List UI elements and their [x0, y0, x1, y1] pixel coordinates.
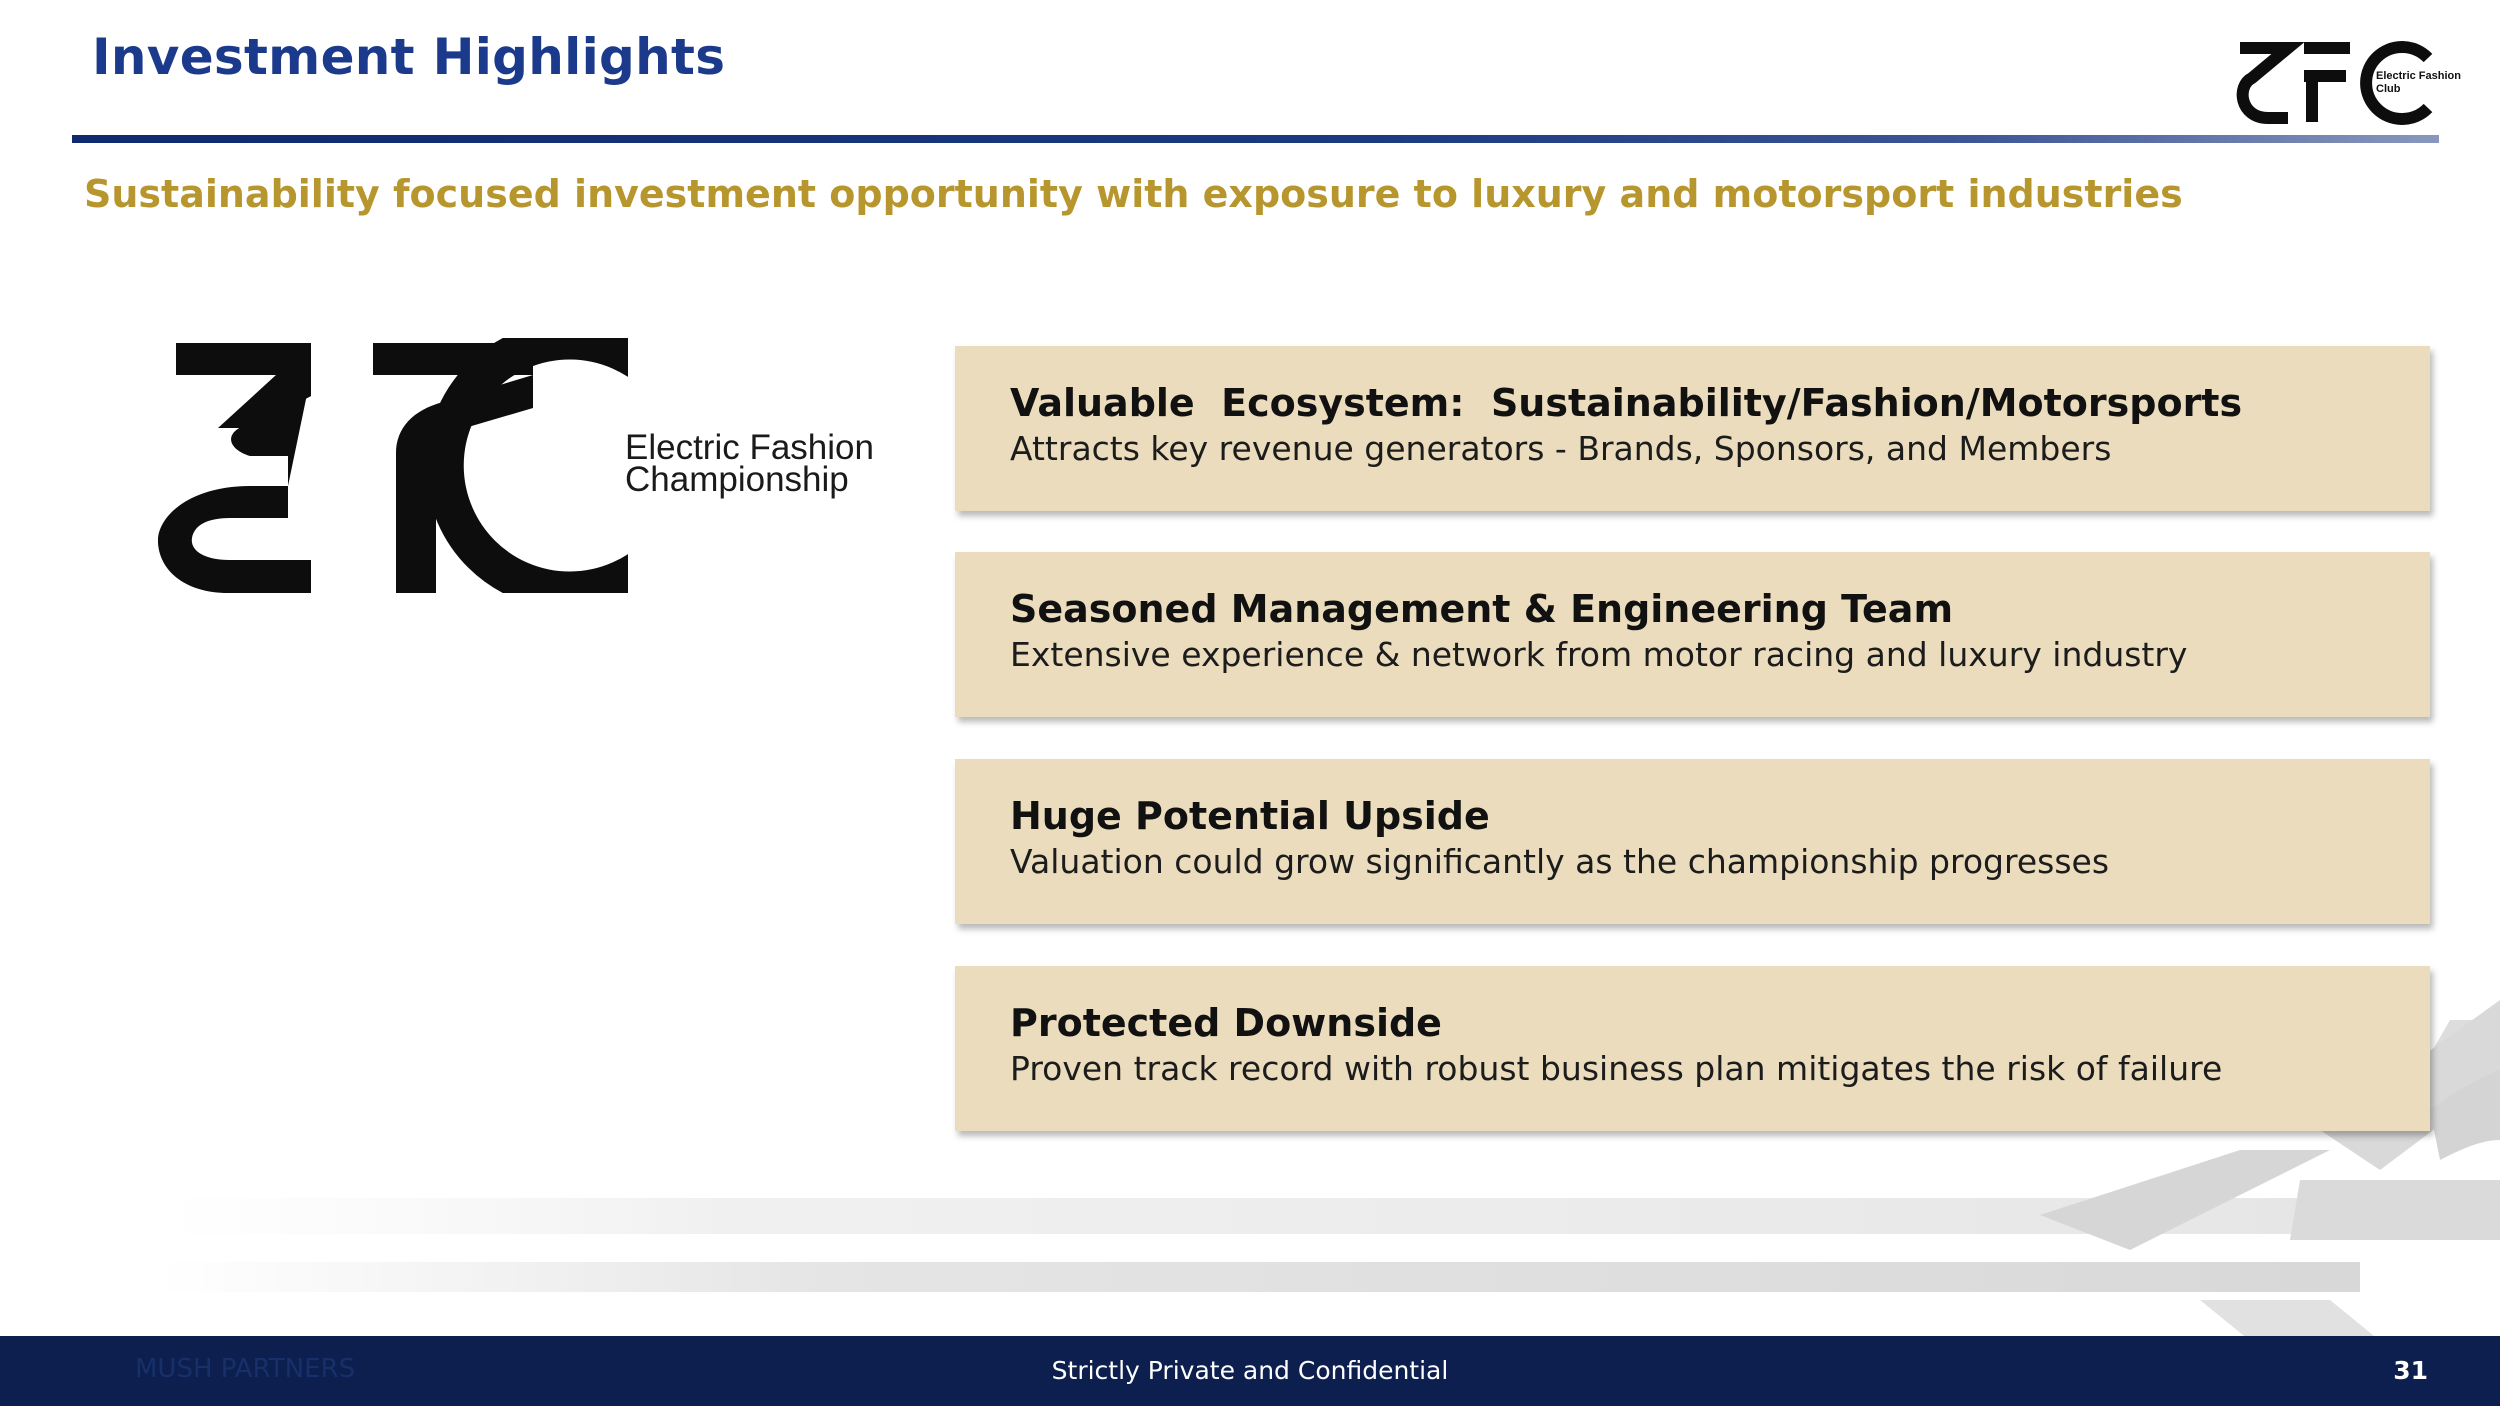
confidentiality-notice: Strictly Private and Confidential [1051, 1356, 1449, 1385]
highlight-title: Huge Potential Upside [1010, 794, 1490, 838]
highlight-title: Protected Downside [1010, 1001, 1442, 1045]
efc-club-logo-text: Electric Fashion Club [2376, 70, 2461, 95]
page-subtitle: Sustainability focused investment opportunity with exposure to luxury and motorsport industries [84, 172, 2183, 216]
highlight-description: Proven track record with robust business plan mitigates the risk of failure [1010, 1049, 2223, 1088]
footer-watermark-text: MUSH PARTNERS [135, 1354, 356, 1384]
highlight-title: Valuable Ecosystem: Sustainability/Fashion/Motorsports [1010, 381, 2243, 425]
efc-championship-logo-text [625, 428, 874, 499]
highlight-card [955, 759, 2430, 924]
highlight-description: Valuation could grow significantly as the championship progresses [1010, 842, 2110, 881]
logo-line-1: Electric Fashion [625, 428, 874, 467]
page-title: Investment Highlights [92, 28, 726, 86]
title-divider [72, 135, 2439, 143]
highlight-card [955, 966, 2430, 1131]
highlight-description: Attracts key revenue generators - Brands, Sponsors, and Members [1010, 429, 2112, 468]
logo-line-2: Championship [625, 460, 849, 499]
efc-championship-logo [158, 338, 628, 593]
highlight-title: Seasoned Management & Engineering Team [1010, 587, 1954, 631]
highlight-card [955, 552, 2430, 717]
highlight-description: Extensive experience & network from motor racing and luxury industry [1010, 635, 2188, 674]
highlight-card [955, 346, 2430, 511]
page-number: 31 [2393, 1356, 2428, 1385]
footer-bar [0, 1336, 2500, 1406]
